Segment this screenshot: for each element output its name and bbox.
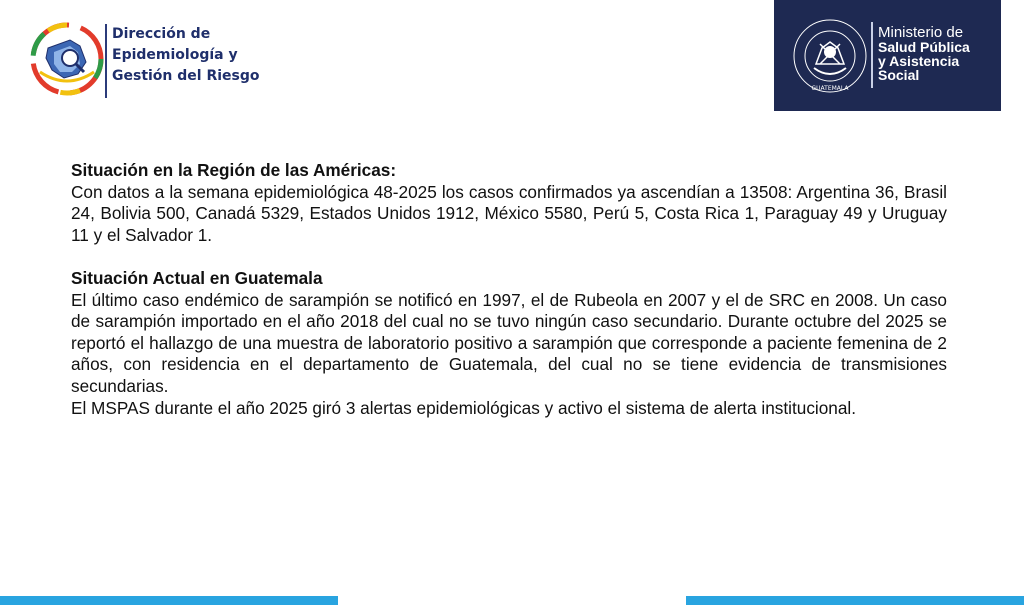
ministry-title: Ministerio de [878, 24, 964, 41]
header-divider [105, 24, 107, 98]
ministry-name-line2: Salud Pública [878, 39, 970, 55]
seal-bottom-text: GUATEMALA [811, 85, 849, 92]
section-paragraph-guatemala-alerts: El MSPAS durante el año 2025 giró 3 alertas epidemiológicas y activo el sistema de alerta institucional. [71, 397, 857, 418]
footer-bar-right [686, 596, 1024, 605]
guatemala-map-logo-icon [30, 22, 104, 96]
ministry-name-line4: Social [878, 67, 920, 83]
section-gap [71, 246, 947, 268]
footer-bar-left [0, 596, 338, 605]
section-paragraph-americas: Con datos a la semana epidemiológica 48-2025 los casos confirmados ya ascendían a 13508: Argentina 36, Brasil 24, Bolivia 500, Canadá 5329, Estados Unidos 1912, México 5580, Perú 5, Costa Rica 1, Paraguay 49 y Uruguay 11 y el Salvador 1. [71, 181, 947, 245]
section-heading-americas: Situación en la Región de las Américas: [71, 160, 397, 180]
ministry-name [878, 40, 998, 82]
section-heading-guatemala: Situación Actual en Guatemala [71, 267, 323, 288]
org-title: Dirección de Epidemiología y Gestión del Riesgo [112, 26, 260, 84]
national-seal-icon [792, 18, 868, 94]
ministry-banner [774, 0, 1001, 111]
section-paragraph-guatemala-history: El último caso endémico de sarampión se notificó en 1997, el de Rubeola en 2007 y el de SRC en 2008. Un caso de sarampión importado en el año 2018 del cual no se tuvo ningún caso secundario. Durante octubre del 2025 se reportó el hallazgo de una muestra de laboratorio positivo a sarampión que corresponde a paciente femenina de 2 años, con residencia en el departamento de Guatemala, del cual no se tiene evidencia de transmisiones secundarias. [71, 289, 947, 396]
document-body [71, 160, 947, 419]
ministry-divider [871, 22, 873, 88]
ministry-name-line3: y Asistencia [878, 53, 960, 69]
